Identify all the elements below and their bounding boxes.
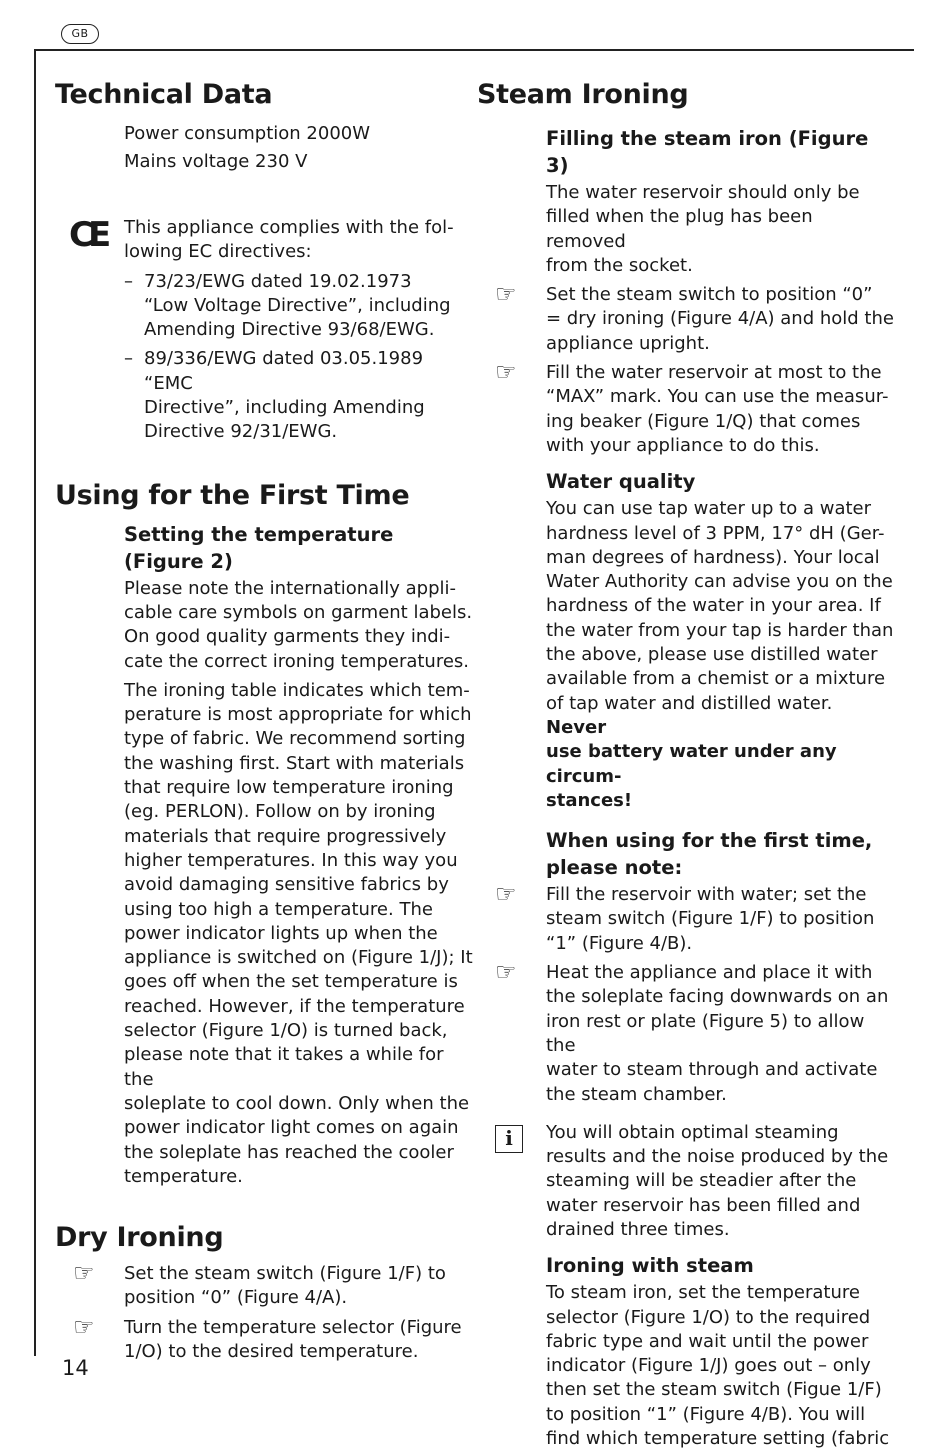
pointing-hand-icon: ☞ — [73, 1312, 95, 1341]
info-icon: i — [495, 1125, 523, 1153]
right-column — [477, 78, 897, 1451]
ce-compliance-block — [55, 216, 475, 265]
paragraph-ironing-with-steam: To steam iron, set the temperature selector (Figure 1/O) to the required fabric type and wait until the power indicator (Figure 1/J) goes out – only then set the steam switch (Figue 1/F) to position “1” (Figure 4/B). You will find which temperature setting (fabric — [546, 1282, 890, 1450]
instruction-step — [477, 358, 897, 458]
pointing-hand-icon: ☞ — [495, 358, 517, 387]
subheading-ironing-with-steam: Ironing with steam — [546, 1254, 754, 1278]
pointing-hand-icon: ☞ — [495, 880, 517, 909]
paragraph-care-symbols: Please note the internationally appli- cable care symbols on garment labels. On good quality garments they indi- cate the correct ironing temperatures. — [124, 577, 473, 672]
paragraph-water-quality — [546, 497, 897, 813]
pointing-hand-icon: ☞ — [495, 280, 517, 309]
instruction-step — [55, 1259, 475, 1311]
header-rule — [34, 49, 914, 51]
info-note — [477, 1121, 897, 1242]
water-quality-text: You can use tap water up to a water hardness level of 3 PPM, 17° dH (Ger- man degrees of hardness). Your local Water Authority can advise you on the hardness of the water in your area. If the water from your tap is harder than the above, please use distilled water available from a chemist or a mixture of tap water and distilled water. — [546, 498, 894, 714]
instruction-step — [477, 880, 897, 956]
ce-mark-icon: CE — [69, 215, 106, 255]
region-badge: GB — [61, 24, 99, 44]
step-text: Fill the water reservoir at most to the “MAX” mark. You can use the measur- ing beaker (Figure 1/Q) that comes with your appliance to do this. — [546, 362, 889, 456]
dash-bullet: – — [124, 348, 133, 370]
subheading-setting-temperature: Setting the temperature (Figure 2) — [124, 522, 394, 573]
subheading-filling: Filling the steam iron (Figure 3) — [546, 127, 869, 177]
step-text: Heat the appliance and place it with the soleplate facing downwards on an iron rest or plate (Figure 5) to allow the water to steam through and activate the steam chamber. — [546, 962, 889, 1105]
step-text: Fill the reservoir with water; set the steam switch (Figure 1/F) to position “1” (Figure 4/B). — [546, 884, 875, 954]
ce-compliance-text: This appliance complies with the fol- lowing EC directives: — [124, 217, 454, 263]
heading-steam-ironing: Steam Ironing — [477, 79, 689, 110]
pointing-hand-icon: ☞ — [73, 1259, 95, 1288]
page-number: 14 — [62, 1356, 89, 1380]
heading-first-time: Using for the First Time — [55, 479, 410, 511]
subheading-first-use: When using for the first time, please note: — [546, 829, 873, 880]
battery-water-warning: Never use battery water under any circum- stances! — [546, 716, 837, 811]
directive-item — [124, 270, 475, 343]
instruction-step — [477, 280, 897, 356]
power-consumption: Power consumption 2000W — [124, 123, 371, 144]
step-text: Turn the temperature selector (Figure 1/O) to the desired temperature. — [124, 1316, 462, 1362]
step-text: Set the steam switch to position “0” = dry ironing (Figure 4/A) and hold the appliance upright. — [546, 284, 894, 354]
directive-text: 89/336/EWG dated 03.05.1989 “EMC Directive”, including Amending Directive 92/31/EWG. — [144, 348, 425, 443]
left-column — [55, 78, 475, 1364]
heading-technical-data: Technical Data — [55, 79, 273, 110]
heading-dry-ironing: Dry Ironing — [55, 1222, 224, 1254]
info-note-text: You will obtain optimal steaming results and the noise produced by the steaming will be steadier after the water reservoir has been filled and drained three times. — [546, 1121, 889, 1240]
paragraph-filling: The water reservoir should only be filled when the plug has been removed from the socket. — [546, 182, 860, 276]
subheading-water-quality: Water quality — [546, 470, 696, 494]
directive-text: 73/23/EWG dated 19.02.1973 “Low Voltage Directive”, including Amending Directive 93/68/EWG. — [144, 270, 451, 341]
instruction-step — [477, 958, 897, 1107]
directive-item — [124, 347, 475, 444]
step-text: Set the steam switch (Figure 1/F) to position “0” (Figure 4/A). — [124, 1263, 446, 1309]
pointing-hand-icon: ☞ — [495, 958, 517, 987]
paragraph-ironing-table: The ironing table indicates which tem- perature is most appropriate for which type of fabric. We recommend sorting the washing first. Start with materials that require low temperature ironing (eg. PERLON). Follow on by ironing materials that require progressively higher temperatures. In this way you avoid damaging sensitive fabrics by using too high a temperature. The power indicator lights up when the appliance is switched on (Figure 1/J); It goes off when the set temperature is reached. However, if the temperature selector (Figure 1/O) is turned back, please note that it takes a while for the soleplate to cool down. Only when the power indicator light comes on again the soleplate has reached the cooler temperature. — [124, 679, 473, 1187]
mains-voltage: Mains voltage 230 V — [124, 151, 308, 172]
dash-bullet: – — [124, 270, 133, 292]
margin-rule — [34, 49, 36, 1356]
instruction-step — [55, 1312, 475, 1365]
